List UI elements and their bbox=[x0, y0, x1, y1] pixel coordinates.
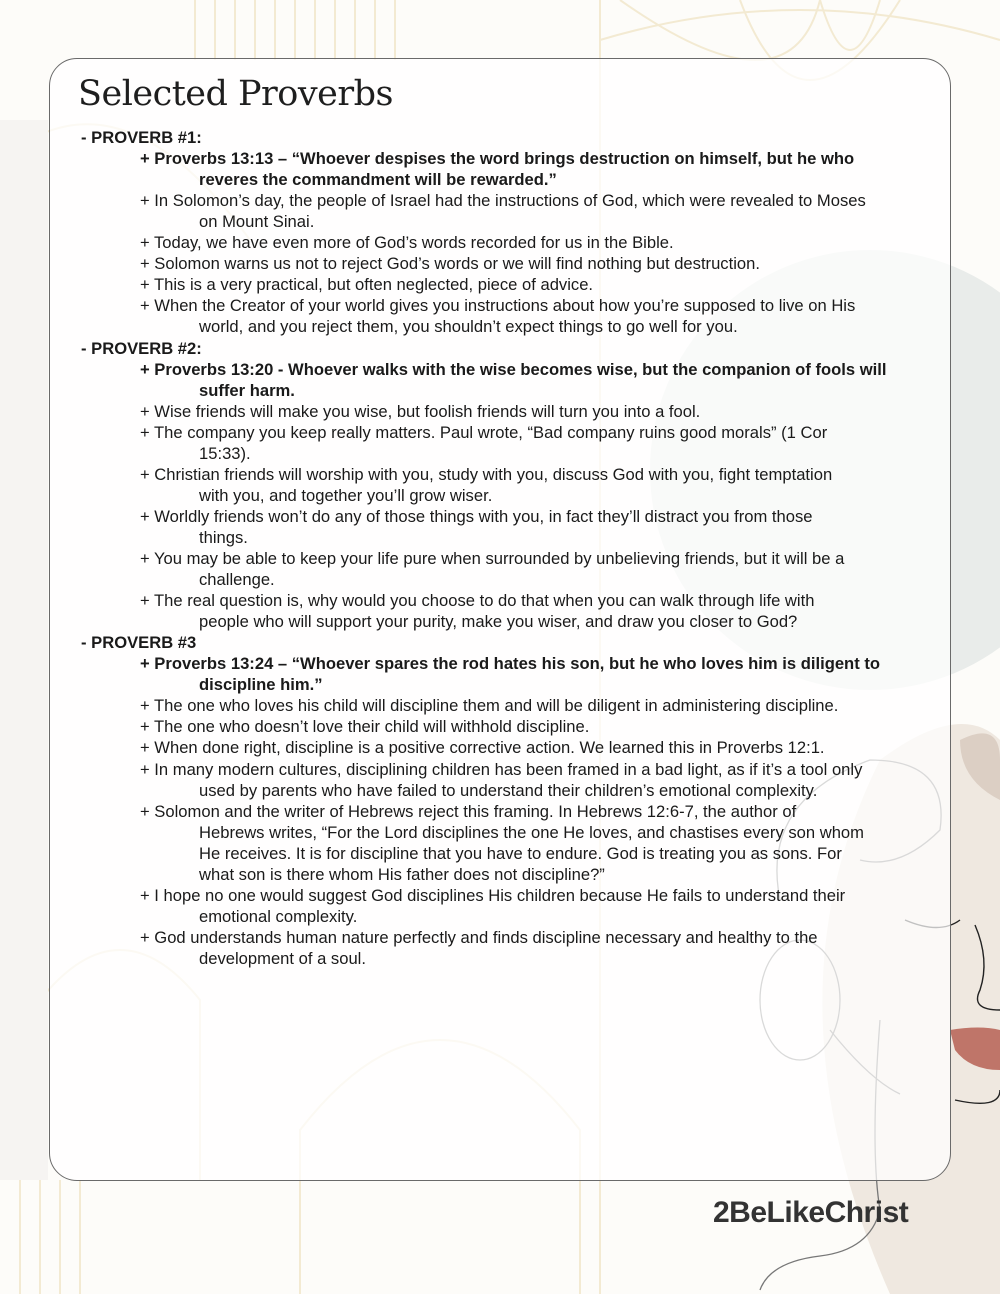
bullet-line: + In many modern cultures, disciplining children has been framed in a bad light, as if it’s a tool only bbox=[140, 759, 863, 779]
bullet-line: + Today, we have even more of God’s words recorded for us in the Bible. bbox=[140, 233, 674, 253]
scripture-quote-line: reveres the commandment will be rewarded.” bbox=[199, 170, 557, 190]
bullet-line: development of a soul. bbox=[199, 948, 366, 968]
bullet-line: on Mount Sinai. bbox=[199, 212, 315, 232]
bullet-line: + The one who doesn’t love their child will withhold discipline. bbox=[140, 717, 590, 737]
bullet-line: + When the Creator of your world gives you instructions about how you’re supposed to live on His bbox=[140, 296, 856, 316]
bullet-line: + The one who loves his child will discipline them and will be diligent in administering discipline. bbox=[140, 696, 839, 716]
bullet-line: people who will support your purity, make you wiser, and draw you closer to God? bbox=[199, 612, 798, 632]
bullet-line: what son is there whom His father does not discipline?” bbox=[199, 864, 605, 884]
bullet-line: + When done right, discipline is a positive corrective action. We learned this in Proverbs 12:1. bbox=[140, 738, 825, 758]
bullet-line: world, and you reject them, you shouldn’t expect things to go well for you. bbox=[199, 317, 738, 337]
bullet-line: with you, and together you’ll grow wiser. bbox=[199, 485, 493, 505]
bullet-line: + Wise friends will make you wise, but foolish friends will turn you into a fool. bbox=[140, 401, 701, 421]
brand-logo-text: 2BeLikeChrist bbox=[713, 1196, 909, 1229]
scripture-quote-line: discipline him.” bbox=[199, 675, 323, 695]
bullet-line: 15:33). bbox=[199, 443, 251, 463]
bullet-line: + Worldly friends won’t do any of those things with you, in fact they’ll distract you from those bbox=[140, 506, 813, 526]
section-header: - PROVERB #3 bbox=[81, 633, 197, 653]
bullet-line: challenge. bbox=[199, 570, 275, 590]
bullet-line: + The company you keep really matters. Paul wrote, “Bad company ruins good morals” (1 Cor bbox=[140, 422, 828, 442]
bullet-line: things. bbox=[199, 527, 248, 547]
bullet-line: + Solomon and the writer of Hebrews reject this framing. In Hebrews 12:6-7, the author of bbox=[140, 801, 797, 821]
bullet-line: + The real question is, why would you choose to do that when you can walk through life with bbox=[140, 591, 815, 611]
scripture-quote-line: + Proverbs 13:24 – “Whoever spares the rod hates his son, but he who loves him is diligent to bbox=[140, 654, 880, 674]
section-header: - PROVERB #1: bbox=[81, 128, 202, 147]
scripture-quote-line: + Proverbs 13:20 - Whoever walks with the wise becomes wise, but the companion of fools will bbox=[140, 359, 887, 379]
bullet-line: Hebrews writes, “For the Lord disciplines the one He loves, and chastises every son whom bbox=[199, 822, 864, 842]
bullet-line: He receives. It is for discipline that you have to endure. God is treating you as sons. For bbox=[199, 843, 842, 863]
bullet-line: + I hope no one would suggest God disciplines His children because He fails to understand their bbox=[140, 885, 846, 905]
bullet-line: + This is a very practical, but often neglected, piece of advice. bbox=[140, 275, 594, 295]
section-header: - PROVERB #2: bbox=[81, 338, 202, 358]
bullet-line: emotional complexity. bbox=[199, 906, 358, 926]
bullet-line: + God understands human nature perfectly and finds discipline necessary and healthy to the bbox=[140, 927, 818, 947]
bullet-line: + Solomon warns us not to reject God’s words or we will find nothing but destruction. bbox=[140, 254, 760, 274]
bullet-line: + Christian friends will worship with you, study with you, discuss God with you, fight temptation bbox=[140, 464, 833, 484]
scripture-quote-line: suffer harm. bbox=[199, 380, 295, 400]
page-title: Selected Proverbs bbox=[78, 74, 393, 114]
bullet-line: + You may be able to keep your life pure when surrounded by unbelieving friends, but it will be a bbox=[140, 549, 845, 568]
bullet-line: + In Solomon’s day, the people of Israel had the instructions of God, which were revealed to Moses bbox=[140, 191, 866, 211]
bullet-line: used by parents who have failed to understand their children’s emotional complexity. bbox=[199, 780, 818, 800]
scripture-quote-line: + Proverbs 13:13 – “Whoever despises the word brings destruction on himself, but he who bbox=[140, 149, 855, 169]
